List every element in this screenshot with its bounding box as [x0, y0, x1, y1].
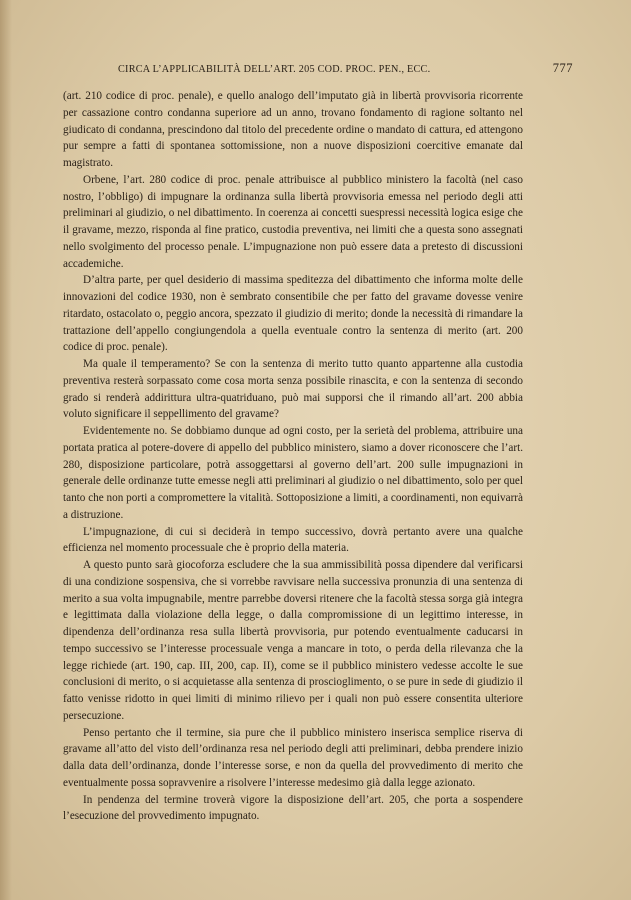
paragraph: L’impugnazione, di cui si deciderà in tempo successivo, dovrà pertanto avere una qualche efficienza nel momento processuale che è proprio della materia.: [63, 525, 523, 555]
paragraph: (art. 210 codice di proc. penale), e quello analogo dell’imputato già in libertà provvisoria ricorrente per cassazione contro condanna superiore ad un anno, trovano fondamento di ragione soltanto nel giudicato di condanna, prescindono dal titolo del precedente ordine o mandato di cattura, ed attengono pur sempre a fatti di spontanea sottomissione, non a nuove disposizioni coercitive emanate dal magistrato.: [63, 90, 523, 169]
running-header: [118, 61, 573, 77]
paragraph: Evidentemente no. Se dobbiamo dunque ad ogni costo, per la serietà del problema, attribuire una portata pratica al potere-dovere di appello del pubblico ministero, siamo a dover riconoscere che l’art. 280, disposizione particolare, potrà assoggettarsi al governo dell’art. 200 sulle impugnazioni in generale delle ordinanze tutte emesse negli atti preliminari al giudizio o nel dibattimento, solo per quel tanto che non porti a compromettere la vitalità. Sottoposizione a limiti, a coordinamenti, non equivarrà a distruzione.: [63, 425, 523, 521]
paragraph: A questo punto sarà giocoforza escludere che la sua ammissibilità possa dipendere dal verificarsi di una condizione sospensiva, che si vorrebbe ravvisare nella successiva pronunzia di una sentenza di merito a sua volta impugnabile, mentre parrebbe doversi ritenere che la facoltà stessa sorga già integra e legittimata dalla violazione della legge, o dalla compromissione di un legittimo interesse, in dipendenza dell’ordinanza resa sulla libertà provvisoria, pur potendo eventualmente caducarsi in tempo successivo se l’interesse processuale venga a mancare in toto, o perda della rilevanza che la legge richiede (art. 190, cap. III, 200, cap. II), come se il pubblico ministero vedesse accolte le sue conclusioni di merito, o si acquietasse alla sentenza di proscioglimento, o se pure in sede di giudizio il fatto venisse ridotto in quei limiti di minimo rilievo per i quali non può essere consentita ulteriore persecuzione.: [63, 559, 523, 722]
paragraph: Orbene, l’art. 280 codice di proc. penale attribuisce al pubblico ministero la facoltà (nel caso nostro, l’obbligo) di impugnare la ordinanza sulla libertà provvisoria emessa nel periodo degli atti preliminari al giudizio, o nel dibattimento. In coerenza ai concetti suespressi necessità logica esige che il gravame, mezzo, risponda al fine pratico, custodia preventiva, nei limiti che a questa sono assegnati nello svolgimento del processo penale. L’impugnazione non può essere data a pretesto di discussioni accademiche.: [63, 173, 523, 270]
paragraph: Penso pertanto che il termine, sia pure che il pubblico ministero inserisca semplice riserva di gravame all’atto del visto dell’ordinanza resa nel periodo degli atti preliminari, debba prendere inizio dalla data dell’ordinanza, donde l’interesse sorse, e non da quella del provvedimento di merito che eventualmente possa sopravvenire a risolvere l’interesse medesimo già dalla legge azionato.: [63, 726, 523, 789]
page-edge-shadow: [0, 0, 12, 900]
body-text: [63, 88, 523, 825]
paragraph: In pendenza del termine troverà vigore la disposizione dell’art. 205, che porta a sospendere l’esecuzione del provvedimento impugnato.: [63, 793, 523, 823]
running-title: CIRCA L’APPLICABILITÀ DELL’ART. 205 COD. PROC. PEN., ECC.: [118, 64, 431, 75]
paragraph: Ma quale il temperamento? Se con la sentenza di merito tutto quanto appartenne alla custodia preventiva resterà sorpassato come cosa morta senza possibile rinascita, e con la sentenza di secondo grado si renderà addirittura ultra-quatriduano, può mai supporsi che il rimando all’art. 200 abbia voluto significare il seppellimento del gravame?: [63, 358, 523, 421]
page-number: 777: [552, 61, 573, 75]
paragraph: D’altra parte, per quel desiderio di massima speditezza del dibattimento che informa molte delle innovazioni del codice 1930, non è sembrato consentibile che per fatto del gravame dovesse venire ritardato, ostacolato o, peggio ancora, spezzato il giudizio di merito; donde la necessità di rimandare la trattazione dell’appello congiungendola a quella eventuale contro la sentenza di merito (art. 200 codice di proc. penale).: [63, 274, 523, 354]
